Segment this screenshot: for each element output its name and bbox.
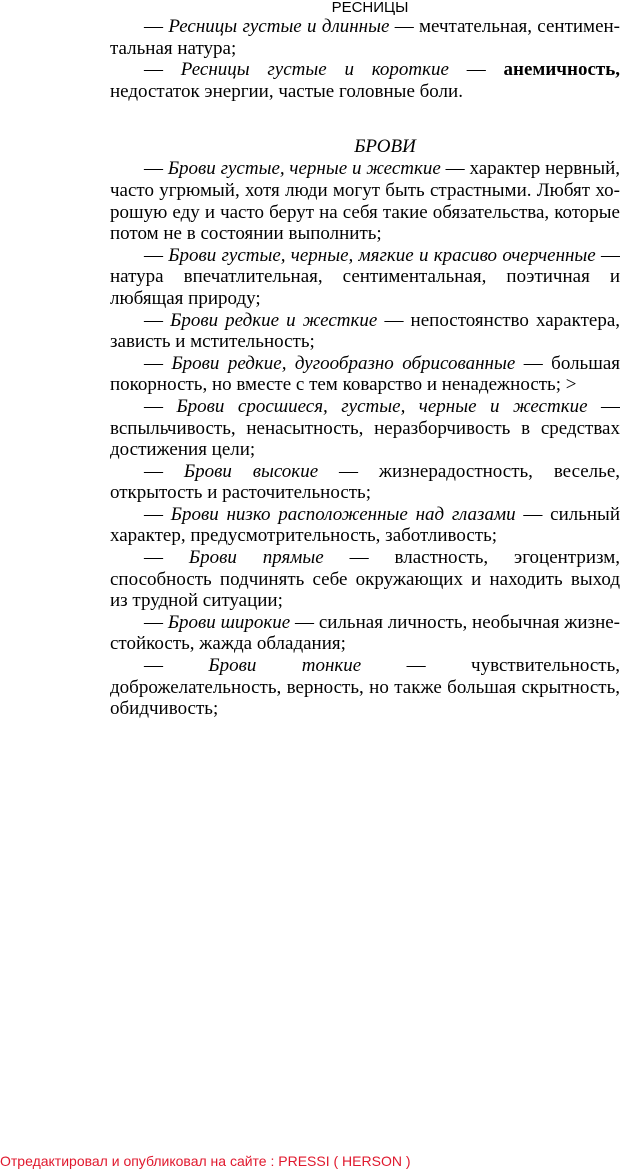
entry-text: большая покорность, но вместе с тем коварство и ненадежность; > (110, 352, 620, 396)
dash: — (144, 547, 189, 569)
separator: — (515, 352, 552, 374)
section-heading-eyelashes: РЕСНИЦЫ (331, 0, 409, 16)
entry-lead: Брови тонкие (208, 655, 362, 677)
paragraph-brows-thick-black-soft (110, 245, 620, 310)
dash: — (144, 395, 177, 417)
separator: — (389, 16, 420, 37)
paragraph-brows-sparse-arched (110, 353, 620, 396)
separator: — (290, 611, 319, 633)
document-page (110, 0, 620, 720)
entry-lead: Брови высокие (183, 460, 319, 482)
entry-text: мечтательная, сентиментальная натура; (110, 16, 620, 59)
paragraph-brows-sparse-hard (110, 310, 620, 353)
dash: — (144, 611, 168, 633)
entry-lead: Брови густые, черные и жесткие (167, 158, 441, 180)
entry-text: недостаток энергии, частые головные боли. (110, 80, 463, 102)
entry-text: сильная личность, необычная жизнестойкость, жажда обладания; (110, 611, 620, 655)
dash: — (144, 16, 169, 37)
entry-lead: Брови сросшиеся, густые, черные и жесткие (176, 395, 588, 417)
entry-text: жизнерадостность, веселье, открытость и расточительность; (110, 460, 620, 504)
dash: — (144, 503, 171, 525)
section-title-brows: БРОВИ (354, 136, 416, 158)
entry-text: вспыльчивость, ненасытность, неразборчивость в средствах достижения цели; (110, 417, 620, 461)
entry-lead: Брови густые, черные, мягкие и красиво очерченные (168, 244, 596, 266)
dash: — (144, 244, 169, 266)
entry-text: непостоянство характера, зависть и мстительность; (110, 309, 620, 353)
entry-emphasis: анемичность, (503, 59, 620, 81)
dash: — (144, 158, 168, 180)
dash: — (144, 352, 172, 374)
separator: — (587, 395, 620, 417)
paragraph-brows-straight (110, 547, 620, 612)
entry-text: властность, эгоцентризм, способность подчинять себе окружающих и находить выход из трудной ситуации; (110, 547, 620, 612)
paragraph-brows-thick-black-hard (110, 158, 620, 244)
separator: — (361, 655, 472, 677)
entry-lead: Брови прямые (188, 547, 324, 569)
paragraph-eyelashes-short (110, 59, 620, 102)
separator: — (318, 460, 379, 482)
entry-lead: Брови редкие, дугообразно обрисованные (171, 352, 516, 374)
entry-lead: Брови низко расположенные над глазами (170, 503, 516, 525)
entry-lead: Ресницы густые и короткие (180, 59, 449, 81)
paragraph-brows-thin (110, 655, 620, 720)
publisher-credit-footer: Отредактировал и опубликовал на сайте : PRESSI ( HERSON ) (0, 1153, 411, 1169)
dash: — (144, 309, 171, 331)
separator: — (323, 547, 395, 569)
paragraph-brows-high (110, 461, 620, 504)
entry-text: чувствительность, доброжелательность, верность, но также большая скрытность, обидчивость; (110, 655, 620, 720)
dash: — (144, 655, 209, 677)
entry-text: характер нервный, часто угрюмый, хотя люди могут быть страстными. Любят хорошую еду и часто берут на себя такие обязательства, которые потом не в состоянии выполнить; (110, 158, 620, 245)
separator: — (515, 503, 551, 525)
paragraph-eyelashes-long (110, 16, 620, 59)
dash: — (144, 460, 184, 482)
separator: — (377, 309, 411, 331)
separator: — (440, 158, 470, 180)
separator: — (448, 59, 504, 81)
entry-lead: Ресницы густые и длинные (168, 16, 390, 37)
paragraph-brows-wide (110, 612, 620, 655)
separator: — (595, 244, 620, 266)
paragraph-brows-low (110, 504, 620, 547)
entry-text: натура впечатлительная, сентиментальная, поэтичная и любящая природу; (110, 266, 620, 309)
section-spacer (110, 102, 620, 136)
entry-lead: Брови редкие и жесткие (170, 309, 378, 331)
entry-text: сильный характер, предусмотрительность, заботливость; (110, 503, 620, 547)
dash: — (144, 59, 181, 81)
paragraph-brows-fused (110, 396, 620, 461)
entry-lead: Брови широкие (167, 611, 291, 633)
